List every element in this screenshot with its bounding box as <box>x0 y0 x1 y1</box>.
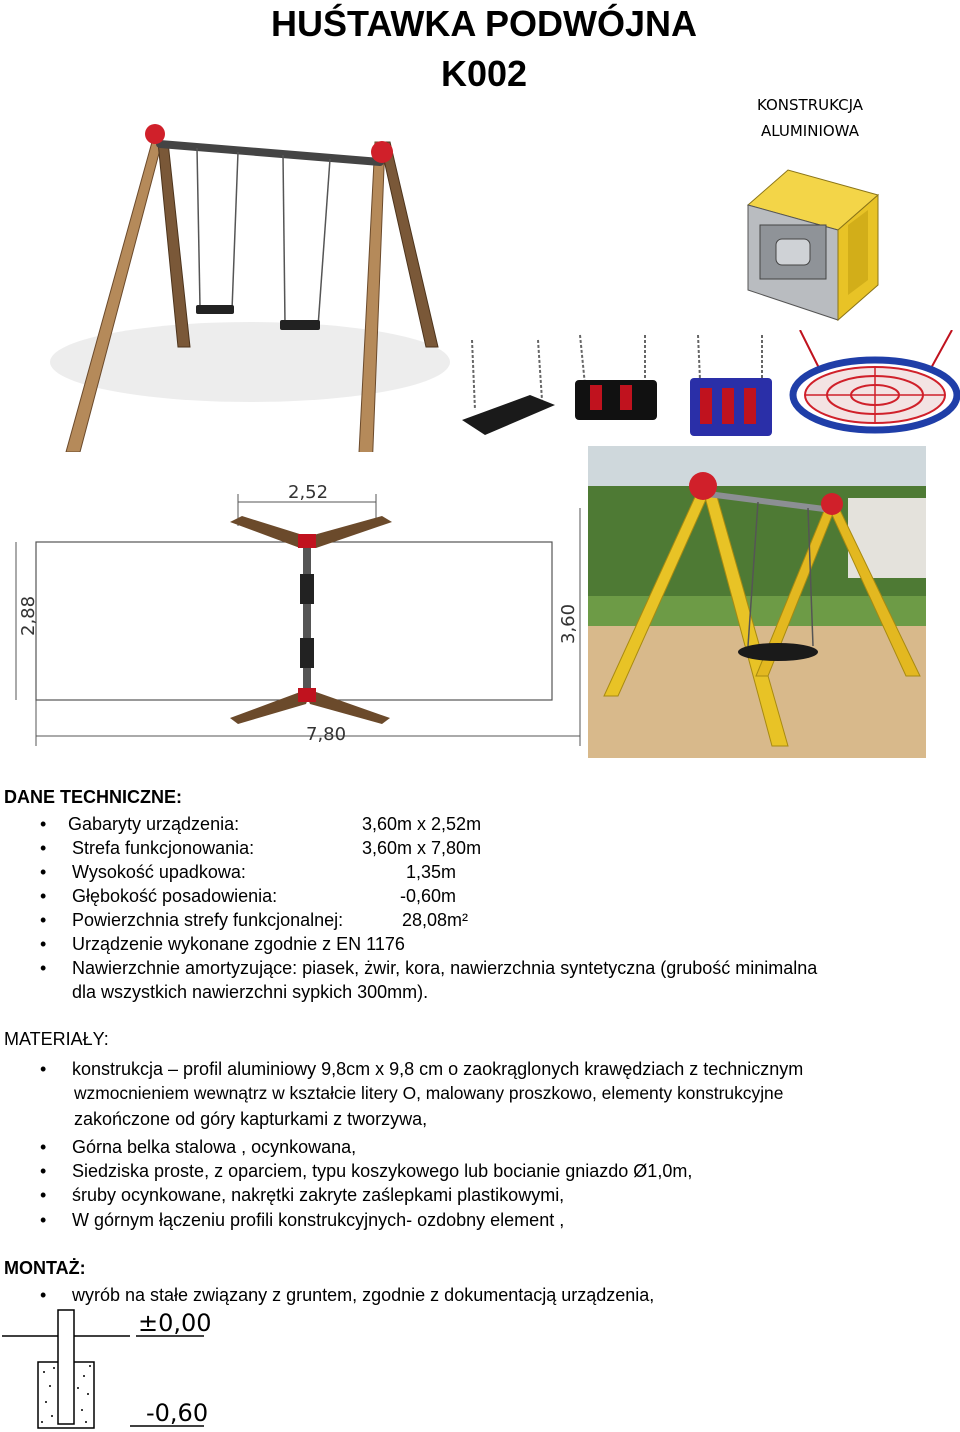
child-seat-image <box>575 335 657 420</box>
tech-label: Nawierzchnie amortyzujące: piasek, żwir, kora, nawierzchnia syntetyczna (grubość minimalna <box>72 958 818 978</box>
foundation-sketch <box>0 1306 220 1432</box>
material-item: wzmocnieniem wewnątrz w kształcie litery O, malowany proszkowo, elementy konstrukcyjne <box>74 1083 784 1103</box>
tech-value: 28,08m² <box>402 910 469 930</box>
swing-illustration <box>0 112 460 452</box>
seat-options <box>460 330 960 450</box>
tech-label: Głębokość posadowienia: <box>72 886 278 906</box>
dim-left: 2,88 <box>18 595 39 636</box>
material-item: konstrukcja – profil aluminiowy 9,8cm x 9,8 cm o zaokrąglonych krawędziach z technicznym <box>72 1059 804 1079</box>
tech-value: -0,60m <box>400 886 457 906</box>
basket-seat-image <box>690 335 772 436</box>
dim-right: 3,60 <box>558 603 579 644</box>
material-item: śruby ocynkowane, nakrętki zakryte zaślepkami plastikowymi, <box>72 1185 565 1205</box>
tech-label: Wysokość upadkowa: <box>72 862 246 882</box>
materials-heading: MATERIAŁY: <box>4 1029 109 1049</box>
technical-drawing <box>10 478 590 756</box>
product-code: K002 <box>440 53 528 94</box>
dim-bottom: 7,80 <box>306 724 347 745</box>
aluminium-profile-image <box>738 165 888 325</box>
level-top-label: ±0,00 <box>138 1309 212 1337</box>
level-bottom-label: -0,60 <box>146 1399 209 1427</box>
tech-value: 3,60m x 2,52m <box>362 814 482 834</box>
assembly-heading: MONTAŻ: <box>4 1258 86 1278</box>
construction-label: KONSTRUKCJA ALUMINIOWA <box>756 96 864 140</box>
material-item: Górna belka stalowa , ocynkowana, <box>72 1137 357 1157</box>
material-item: Siedziska proste, z oparciem, typu koszykowego lub bocianie gniazdo Ø1,0m, <box>72 1161 693 1181</box>
assembly-item: wyrób na stałe związany z gruntem, zgodnie z dokumentacją urządzenia, <box>72 1285 655 1305</box>
tech-label: Strefa funkcjonowania: <box>72 838 255 858</box>
tech-continuation: dla wszystkich nawierzchni sypkich 300mm). <box>72 982 429 1002</box>
tech-label: Powierzchnia strefy funkcjonalnej: <box>72 910 344 930</box>
dim-top: 2,52 <box>288 482 329 503</box>
nest-seat-image <box>793 330 957 430</box>
page-title: HUŚTAWKA PODWÓJNA <box>271 3 697 44</box>
technical-heading: DANE TECHNICZNE: <box>4 787 182 807</box>
flat-seat-image <box>462 340 555 435</box>
tech-label: Gabaryty urządzenia: <box>68 814 240 834</box>
installed-swing-photo <box>588 446 926 758</box>
material-item: zakończone od góry kapturkami z tworzywa, <box>74 1109 428 1129</box>
tech-label: Urządzenie wykonane zgodnie z EN 1176 <box>72 934 405 954</box>
tech-value: 1,35m <box>406 862 457 882</box>
material-item: W górnym łączeniu profili konstrukcyjnych- ozdobny element , <box>72 1210 565 1230</box>
tech-value: 3,60m x 7,80m <box>362 838 482 858</box>
